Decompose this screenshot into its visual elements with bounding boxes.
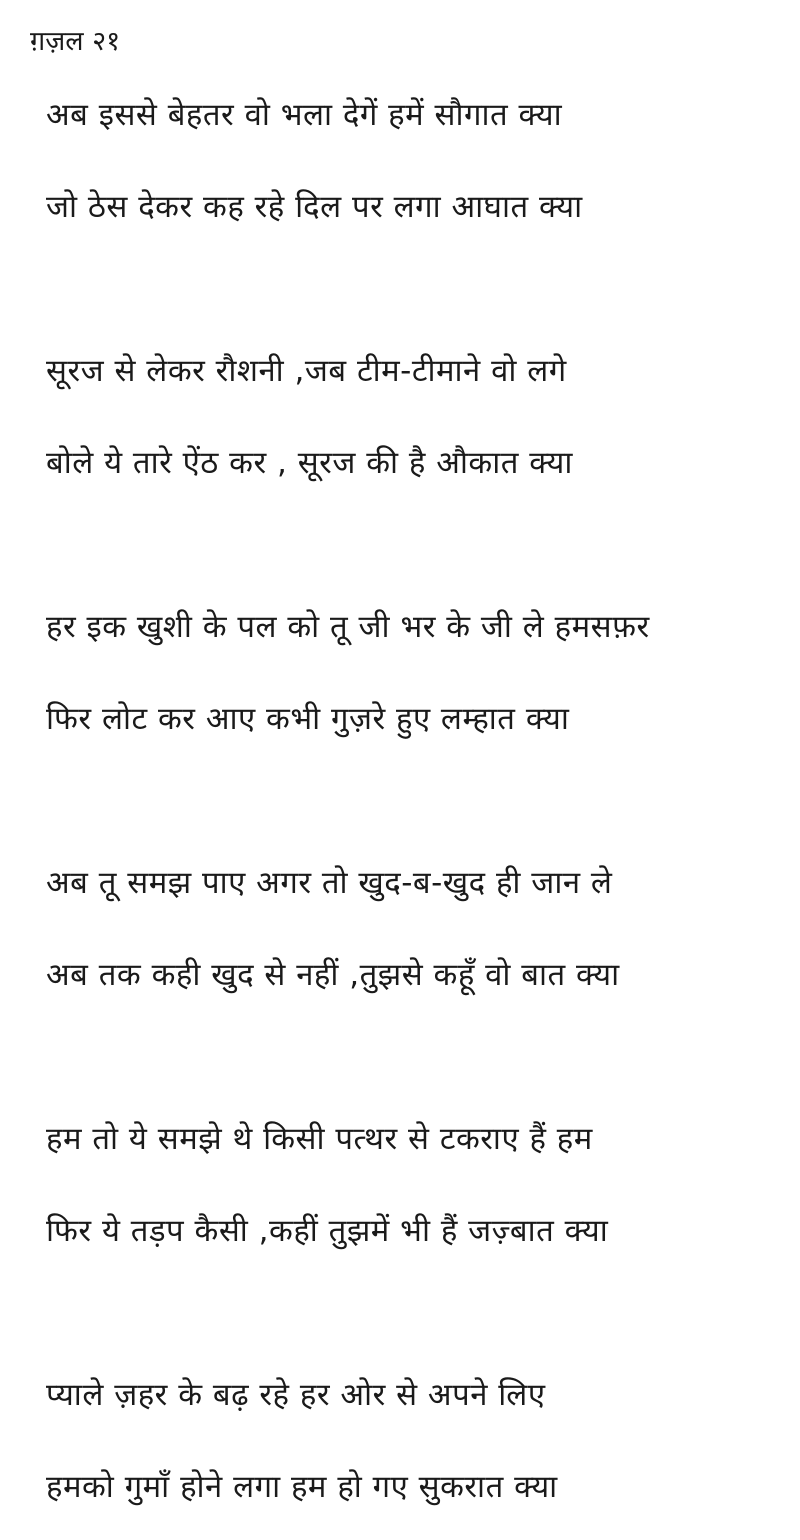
couplet-4-line-1: अब तू समझ पाए अगर तो खुद-ब-खुद ही जान ले [46, 865, 613, 901]
couplet-3-line-2: फिर लोट कर आए कभी गुज़रे हुए लम्हात क्या [46, 701, 570, 737]
poem-title: ग़ज़ल २१ [30, 26, 121, 57]
couplet-2-line-1: सूरज से लेकर रौशनी ,जब टीम-टीमाने वो लगे [46, 353, 567, 389]
couplet-5-line-2: फिर ये तड़प कैसी ,कहीं तुझमें भी हैं जज़्बात क्या [46, 1213, 609, 1249]
couplet-3-line-1: हर इक खुशी के पल को तू जी भर के जी ले हमसफ़र [46, 609, 650, 645]
couplet-1-line-1: अब इससे बेहतर वो भला देगें हमें सौगात क्या [46, 97, 563, 133]
couplet-5-line-1: हम तो ये समझे थे किसी पत्थर से टकराए हैं हम [46, 1121, 593, 1157]
couplet-4-line-2: अब तक कही खुद से नहीं ,तुझसे कहूँ वो बात क्या [46, 957, 620, 993]
couplet-2-line-2: बोले ये तारे ऐंठ कर , सूरज की है औकात क्या [46, 445, 573, 481]
couplet-1-line-2: जो ठेस देकर कह रहे दिल पर लगा आघात क्या [46, 189, 583, 225]
couplet-6-line-2: हमको गुमाँ होने लगा हम हो गए सुकरात क्या [46, 1469, 558, 1505]
couplet-6-line-1: प्याले ज़हर के बढ़ रहे हर ओर से अपने लिए [46, 1377, 546, 1413]
